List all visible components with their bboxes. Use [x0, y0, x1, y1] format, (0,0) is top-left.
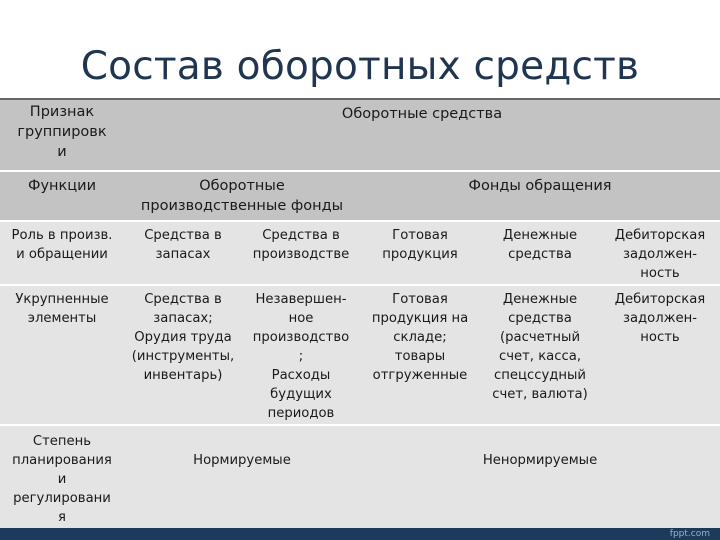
enlarged-value: Денежные средства (расчетный счет, касса, спецссудный счет, валюта): [492, 292, 588, 402]
enlarged-label-cell: [0, 290, 124, 328]
header-grouping-cell: [0, 102, 124, 170]
non-normed-cell: [360, 451, 720, 470]
enlarged-cell: [124, 290, 242, 385]
enlarged-value: Готовая продукция на складе; товары отгруженные: [371, 292, 469, 383]
role-label: Роль в произв. и обращении: [11, 228, 113, 262]
functions-label: Функции: [27, 178, 97, 194]
role-cell: [480, 226, 600, 264]
production-funds-cell: [124, 176, 360, 220]
role-cell: [242, 226, 360, 264]
production-funds-label: Оборотные производственные фонды: [140, 178, 344, 214]
footer-band: [0, 528, 720, 540]
role-value: Дебиторская задолжен- ность: [614, 228, 706, 281]
enlarged-value: Дебиторская задолжен- ность: [614, 292, 706, 345]
functions-cell: [0, 176, 124, 220]
header-current-assets-cell: [124, 104, 720, 164]
composition-table: [0, 98, 720, 540]
role-value: Денежные средства: [502, 228, 578, 262]
row-separator: [0, 170, 720, 172]
header-current-assets-label: Оборотные средства: [341, 106, 503, 122]
row-separator: [0, 424, 720, 426]
planning-label: Степень планирования и регулировани я: [12, 434, 112, 525]
circulation-funds-cell: [360, 176, 720, 220]
role-value: Средства в запасах: [144, 228, 222, 262]
role-cell: [124, 226, 242, 264]
enlarged-cell: [480, 290, 600, 404]
role-cell: [360, 226, 480, 264]
enlarged-value: Незавершен- ное производство ; Расходы будущих периодов: [252, 292, 350, 421]
role-cell: [600, 226, 720, 283]
role-label-cell: [0, 226, 124, 264]
normed-value: Нормируемые: [193, 453, 291, 468]
top-rule: [0, 98, 720, 100]
enlarged-cell: [360, 290, 480, 385]
role-value: Готовая продукция: [382, 228, 458, 262]
normed-cell: [124, 451, 360, 470]
enlarged-value: Средства в запасах; Орудия труда (инструменты, инвентарь): [131, 292, 235, 383]
slide-title: Состав оборотных средств: [80, 44, 640, 89]
footer-watermark: fppt.com: [669, 529, 710, 539]
role-value: Средства в производстве: [252, 228, 350, 262]
row-separator: [0, 284, 720, 286]
row-separator: [0, 220, 720, 222]
enlarged-label: Укрупненные элементы: [15, 292, 109, 326]
circulation-funds-label: Фонды обращения: [468, 178, 612, 194]
planning-label-cell: [0, 432, 124, 527]
header-grouping-label: Признак группировк и: [17, 104, 107, 160]
enlarged-cell: [600, 290, 720, 347]
enlarged-cell: [242, 290, 360, 423]
non-normed-value: Ненормируемые: [482, 453, 598, 468]
